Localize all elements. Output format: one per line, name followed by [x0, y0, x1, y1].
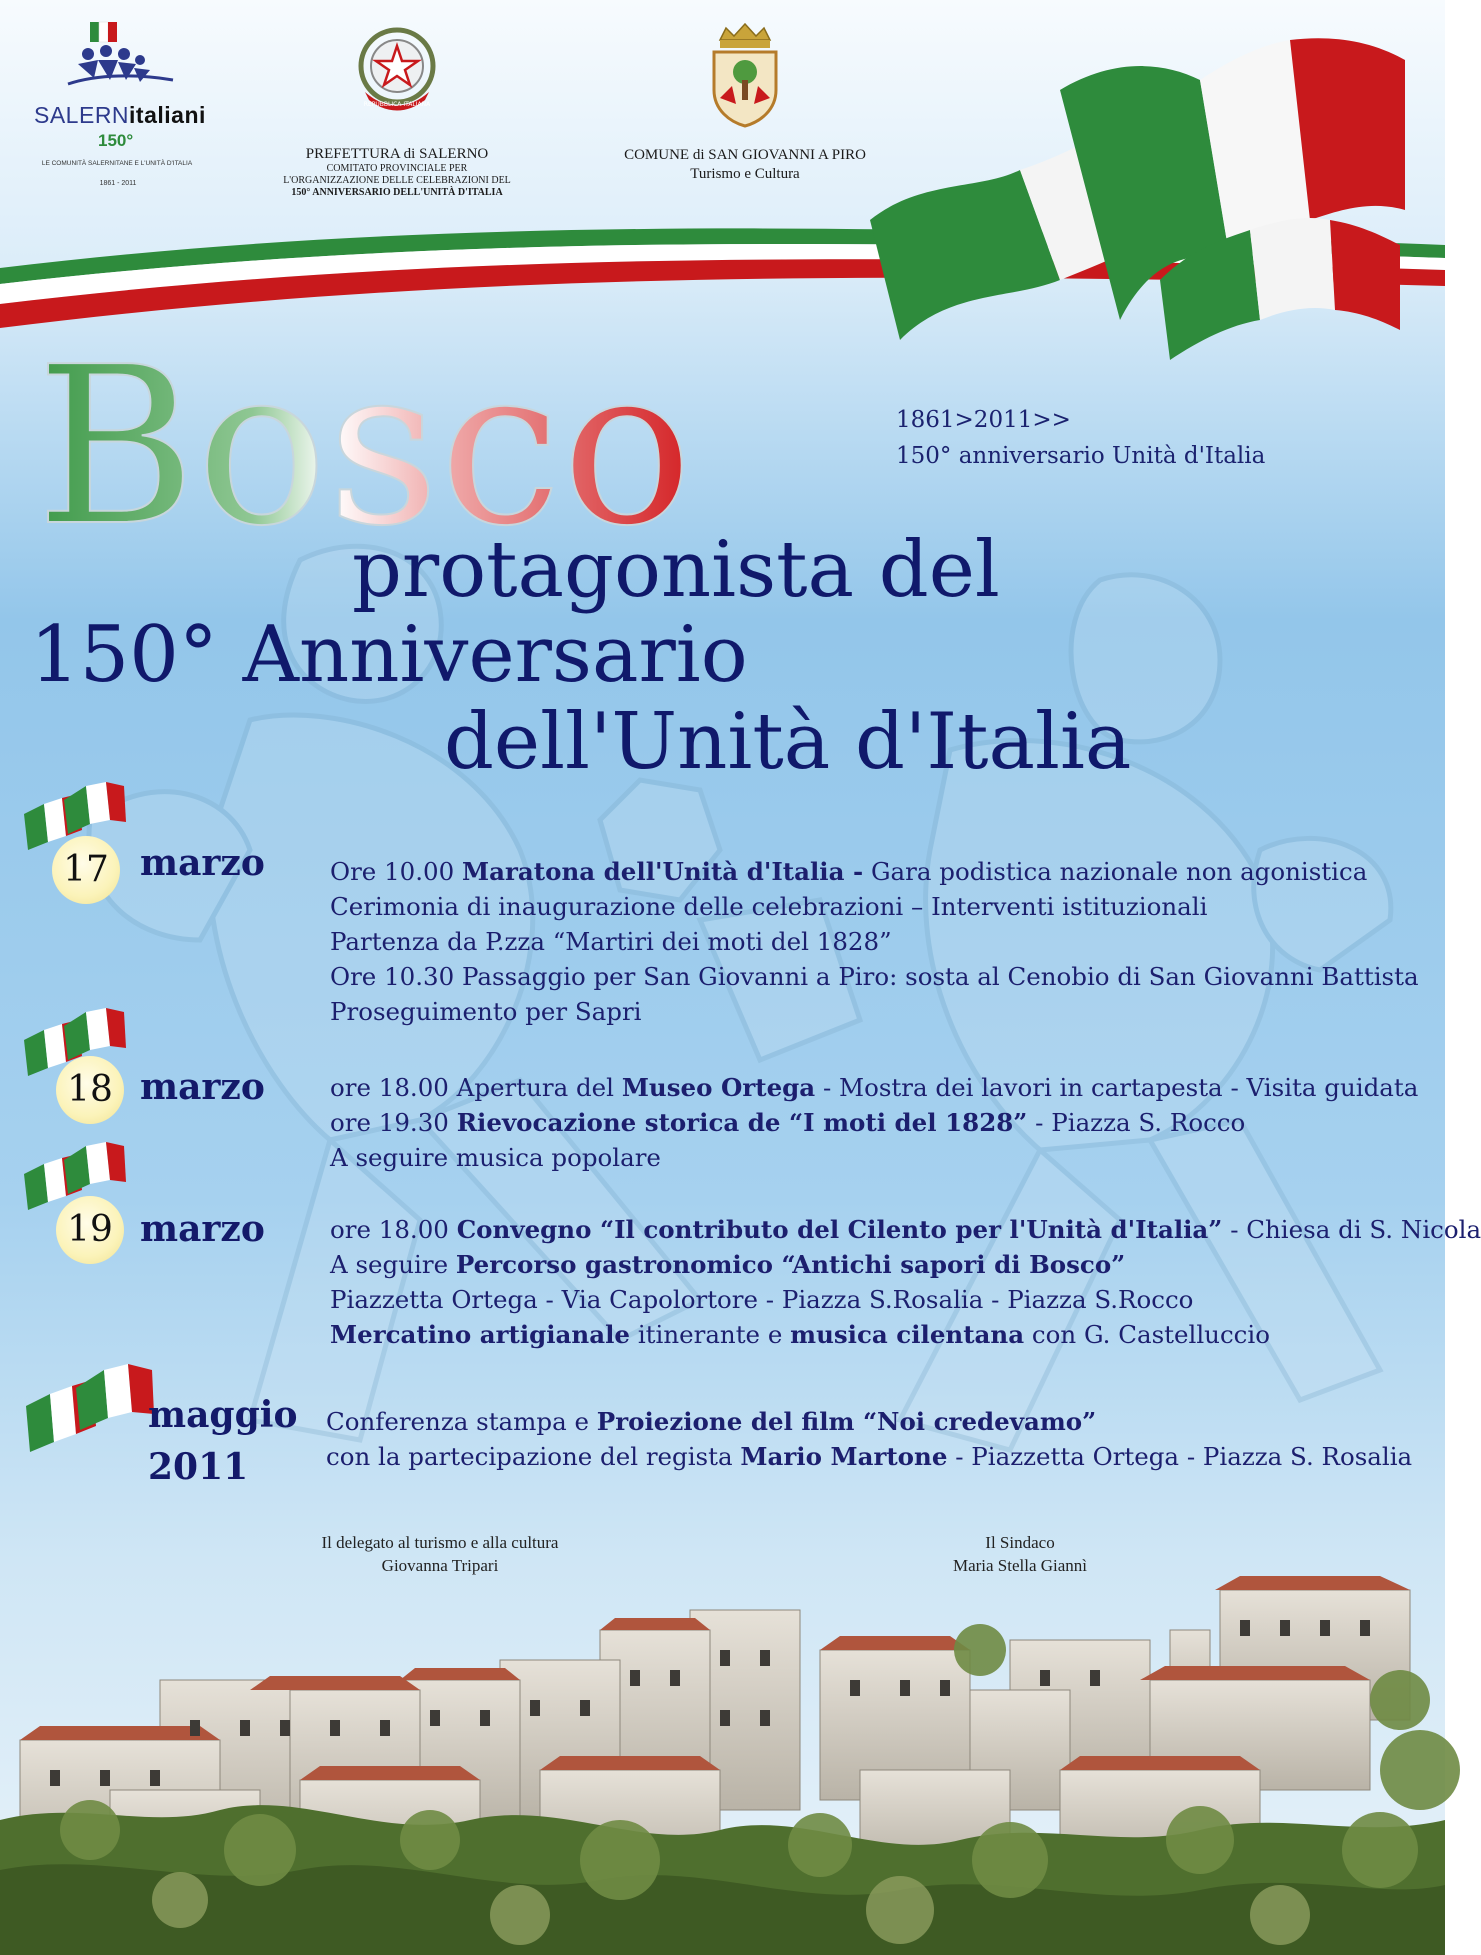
event-line: ore 18.00 Apertura del Museo Ortega - Mostra dei lavori in cartapesta - Visita guidata — [330, 1073, 1419, 1102]
event-month: marzo — [140, 1208, 265, 1250]
salerno-150: 150° — [98, 131, 134, 150]
event-line-emphasis: Percorso gastronomico “Antichi sapori di Bosco” — [455, 1250, 1126, 1279]
event-line-emphasis: Convegno “Il contributo del Cilento per l'Unità d'Italia” — [456, 1215, 1223, 1244]
emblem-ribbon-text: REPUBBLICA ITALIANA — [363, 101, 431, 108]
bosco-headline — [30, 300, 790, 574]
prefettura-line1: PREFETTURA di SALERNO — [305, 146, 489, 162]
event-month: marzo — [140, 1066, 265, 1108]
comune-block — [570, 146, 920, 184]
event-line: ore 18.00 Convegno “Il contributo del Cilento per l'Unità d'Italia” - Chiesa di S. Nicola — [330, 1215, 1481, 1244]
salerno-tagline: LE COMUNITÀ SALERNITANE E L'UNITÀ D'ITALIA — [41, 160, 193, 167]
years-label: 1861>2011>> — [896, 407, 1071, 433]
event-month: marzo — [140, 842, 265, 884]
comune-coat-of-arms-icon — [706, 20, 784, 130]
bosco-text: Bosco — [36, 321, 693, 574]
village-photo — [0, 1570, 1445, 1955]
salerno-brand-a: SALERN — [34, 102, 130, 128]
salerno-brand-b: italiani — [129, 102, 206, 128]
comune-line2: Turismo e Cultura — [690, 166, 800, 182]
comune-line1: COMUNE di SAN GIOVANNI A PIRO — [624, 147, 866, 163]
title-line3: dell'Unità d'Italia — [444, 697, 1132, 787]
signature-right-name: Maria Stella Giannì — [952, 1556, 1088, 1575]
italian-flags-illustration — [860, 20, 1420, 380]
event-17-details — [330, 854, 1419, 1029]
event-line: A seguire musica popolare — [330, 1143, 661, 1172]
event-line-emphasis: Proiezione del film “Noi credevamo” — [596, 1407, 1097, 1436]
event-line: Cerimonia di inaugurazione delle celebrazioni – Interventi istituzionali — [330, 892, 1208, 921]
salerno-years: 1861 - 2011 — [99, 180, 137, 187]
event-day-badge: 18 — [56, 1056, 124, 1124]
event-line: ore 19.30 Rievocazione storica de “I moti del 1828” - Piazza S. Rocco — [330, 1108, 1246, 1137]
signature-left-name: Giovanna Tripari — [381, 1556, 499, 1575]
signature-right-role: Il Sindaco — [985, 1533, 1055, 1552]
prefettura-line3: L'ORGANIZZAZIONE DELLE CELEBRAZIONI DEL — [283, 175, 511, 186]
event-line: A seguire Percorso gastronomico “Antichi sapori di Bosco” — [330, 1250, 1126, 1279]
event-line-emphasis: Rievocazione storica de “I moti del 1828” — [456, 1108, 1028, 1137]
event-line-emphasis: Maratona dell'Unità d'Italia - — [462, 857, 864, 886]
anniversary-label: 150° anniversario Unità d'Italia — [896, 443, 1266, 469]
italian-republic-emblem-icon — [355, 26, 439, 112]
signature-left-role: Il delegato al turismo e alla cultura — [321, 1533, 559, 1552]
event-day-badge: 17 — [52, 836, 120, 904]
event-line: Piazzetta Ortega - Via Capolortore - Piazza S.Rosalia - Piazza S.Rocco — [330, 1285, 1194, 1314]
event-line-emphasis: Mercatino artigianale — [330, 1320, 631, 1349]
prefettura-line4: 150° ANNIVERSARIO DELL'UNITÀ D'ITALIA — [291, 187, 503, 198]
event-line: con la partecipazione del regista Mario Martone - Piazzetta Ortega - Piazza S. Rosalia — [326, 1442, 1413, 1471]
salerno-brand — [34, 102, 206, 129]
event-month: maggio — [148, 1394, 298, 1436]
event-line-emphasis: Museo Ortega — [621, 1073, 816, 1102]
event-line: Proseguimento per Sapri — [330, 997, 642, 1026]
event-day-badge: 19 — [56, 1196, 124, 1264]
event-year: 2011 — [148, 1446, 249, 1488]
event-line: Ore 10.00 Maratona dell'Unità d'Italia - Gara podistica nazionale non agonistica — [330, 857, 1368, 886]
anniversary-subtitle — [896, 402, 1265, 474]
small-flags-icon — [20, 1362, 160, 1452]
event-line-emphasis: musica cilentana — [790, 1320, 1025, 1349]
title-line2: 150° Anniversario — [30, 610, 748, 700]
salerno-figures-icon — [28, 18, 208, 88]
event-line: Mercatino artigianale itinerante e musica cilentana con G. Castelluccio — [330, 1320, 1270, 1349]
event-line-emphasis: Mario Martone — [740, 1442, 948, 1471]
prefettura-block — [222, 146, 572, 199]
event-maggio-details — [326, 1404, 1412, 1474]
event-line: Conferenza stampa e Proiezione del film “Noi credevamo” — [326, 1407, 1097, 1436]
event-line: Ore 10.30 Passaggio per San Giovanni a Piro: sosta al Cenobio di San Giovanni Battista — [330, 962, 1419, 991]
event-19-details — [330, 1212, 1481, 1352]
salerno-italiani-logo — [28, 18, 208, 198]
event-line: Partenza da P.zza “Martiri dei moti del 1828” — [330, 927, 892, 956]
event-18-details — [330, 1070, 1418, 1175]
title-line1: protagonista del — [352, 525, 1000, 615]
prefettura-line2: COMITATO PROVINCIALE PER — [326, 163, 468, 174]
